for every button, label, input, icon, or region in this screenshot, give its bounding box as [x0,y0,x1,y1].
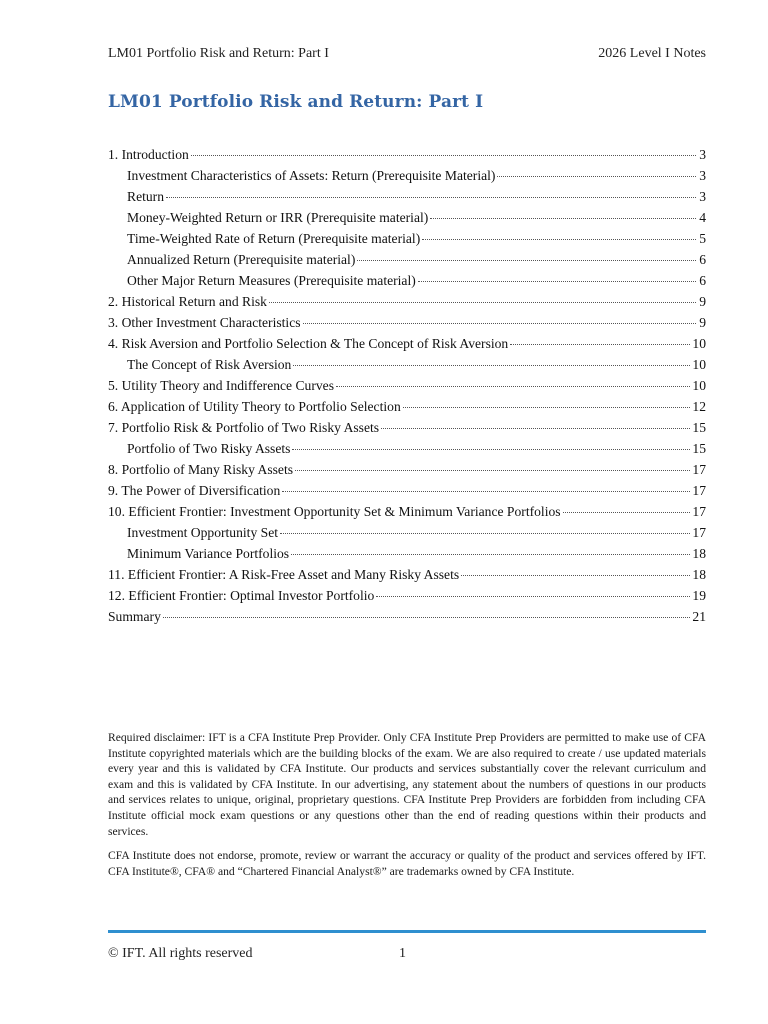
document-page [108,0,706,1024]
toc-entry[interactable] [108,483,706,504]
toc-leader-dots [191,155,696,156]
toc-entry-page: 3 [699,189,706,204]
toc-entry-title: Portfolio of Two Risky Assets [127,441,291,456]
toc-entry-title: Investment Opportunity Set [127,525,279,540]
toc-entry[interactable] [108,546,706,567]
footer-page-number: 1 [399,946,406,961]
toc-entry-title: Return [127,189,164,204]
toc-entry-page: 10 [692,336,706,351]
toc-leader-dots [303,323,696,324]
page-header [108,46,706,62]
toc-entry[interactable] [108,567,706,588]
toc-leader-dots [163,617,691,618]
toc-entry-title: Minimum Variance Portfolios [127,546,290,561]
toc-entry-title: 8. Portfolio of Many Risky Assets [108,462,294,477]
toc-leader-dots [418,281,696,282]
toc-entry-title: 4. Risk Aversion and Portfolio Selection & The Concept of Risk Aversion [108,336,509,351]
toc-entry[interactable] [108,252,706,273]
toc-entry-page: 19 [692,588,706,603]
toc-entry-page: 6 [699,273,706,288]
toc-leader-dots [422,239,696,240]
toc-entry[interactable] [108,357,706,378]
toc-entry[interactable] [108,189,706,210]
toc-entry-page: 17 [692,525,706,540]
toc-leader-dots [280,533,690,534]
toc-entry-title: 10. Efficient Frontier: Investment Opportunity Set & Minimum Variance Portfolios [108,504,561,519]
toc-entry[interactable] [108,588,706,609]
toc-leader-dots [269,302,696,303]
toc-entry-page: 12 [692,399,706,414]
toc-entry-page: 17 [692,483,706,498]
toc-entry-page: 10 [692,378,706,393]
toc-entry-page: 18 [692,567,706,582]
toc-entry-title: 11. Efficient Frontier: A Risk-Free Asset and Many Risky Assets [108,567,460,582]
toc-entry-title: Investment Characteristics of Assets: Return (Prerequisite Material) [127,168,496,183]
toc-entry-page: 5 [699,231,706,246]
toc-entry-page: 18 [692,546,706,561]
toc-entry[interactable] [108,231,706,252]
toc-entry[interactable] [108,147,706,168]
toc-entry-title: 12. Efficient Frontier: Optimal Investor Portfolio [108,588,375,603]
page-title: LM01 Portfolio Risk and Return: Part I [108,92,484,112]
toc-entry-page: 9 [699,294,706,309]
toc-leader-dots [430,218,696,219]
disclaimer-paragraph-1: Required disclaimer: IFT is a CFA Institute Prep Provider. Only CFA Institute Prep Providers are permitted to make use of CFA Institute copyrighted materials which are the building blocks of the exam. We are also required to create / use updated materials every year and this is validated by CFA Institute. Our products and services substantially cover the relevant curriculum and exam and this is validated by CFA Institute. In our advertising, any statement about the numbers of questions in our products and services relates to unique, original, proprietary questions. CFA Institute Prep Providers are forbidden from including CFA Institute official mock exam questions or any questions other than the end of reading questions within their products and services. [108,731,706,838]
toc-entry-title: 6. Application of Utility Theory to Portfolio Selection [108,399,401,414]
toc-leader-dots [510,344,690,345]
toc-entry[interactable] [108,525,706,546]
toc-entry[interactable] [108,462,706,483]
toc-entry-page: 10 [692,357,706,372]
toc-entry-page: 17 [692,462,706,477]
toc-entry[interactable] [108,609,706,630]
toc-entry-title: 1. Introduction [108,147,189,162]
toc-entry-title: 5. Utility Theory and Indifference Curves [108,378,334,393]
toc-leader-dots [295,470,690,471]
toc-leader-dots [376,596,690,597]
toc-leader-dots [497,176,696,177]
toc-entry-page: 21 [692,609,706,624]
toc-entry-page: 15 [692,420,706,435]
toc-entry[interactable] [108,441,706,462]
toc-leader-dots [292,449,690,450]
toc-entry-title: 7. Portfolio Risk & Portfolio of Two Risky Assets [108,420,380,435]
footer-copyright: © IFT. All rights reserved [108,946,253,961]
toc-entry-page: 3 [699,147,706,162]
disclaimer-paragraph-2: CFA Institute does not endorse, promote, review or warrant the accuracy or quality of the product and services offered by IFT. CFA Institute®, CFA® and “Chartered Financial Analyst®” are trademarks owned by CFA Institute. [108,849,706,878]
header-edition: 2026 Level I Notes [598,46,706,61]
disclaimer [108,730,706,888]
toc-entry-page: 9 [699,315,706,330]
toc-entry[interactable] [108,168,706,189]
toc-leader-dots [282,491,690,492]
toc-entry[interactable] [108,273,706,294]
header-title: LM01 Portfolio Risk and Return: Part I [108,46,329,61]
toc-leader-dots [403,407,691,408]
toc-leader-dots [293,365,690,366]
table-of-contents [108,147,706,630]
toc-entry[interactable] [108,315,706,336]
toc-entry-page: 15 [692,441,706,456]
toc-entry-title: 3. Other Investment Characteristics [108,315,301,330]
toc-entry-title: Summary [108,609,161,624]
toc-entry[interactable] [108,210,706,231]
toc-entry-title: Other Major Return Measures (Prerequisite material) [127,273,416,288]
toc-entry-page: 4 [699,210,706,225]
toc-leader-dots [166,197,696,198]
toc-entry-title: The Concept of Risk Aversion [127,357,292,372]
toc-leader-dots [461,575,690,576]
toc-entry-page: 17 [692,504,706,519]
toc-entry[interactable] [108,336,706,357]
toc-entry-page: 3 [699,168,706,183]
toc-entry-title: Time-Weighted Rate of Return (Prerequisite material) [127,231,421,246]
toc-entry-title: 9. The Power of Diversification [108,483,281,498]
footer-rule [108,930,706,933]
toc-entry[interactable] [108,294,706,315]
toc-leader-dots [381,428,690,429]
toc-entry[interactable] [108,378,706,399]
toc-leader-dots [357,260,696,261]
toc-entry-title: 2. Historical Return and Risk [108,294,267,309]
toc-leader-dots [336,386,690,387]
toc-entry-title: Annualized Return (Prerequisite material) [127,252,356,267]
toc-entry[interactable] [108,504,706,525]
toc-entry-page: 6 [699,252,706,267]
toc-entry-title: Money-Weighted Return or IRR (Prerequisite material) [127,210,429,225]
toc-leader-dots [291,554,690,555]
toc-leader-dots [563,512,691,513]
toc-entry[interactable] [108,420,706,441]
toc-entry[interactable] [108,399,706,420]
